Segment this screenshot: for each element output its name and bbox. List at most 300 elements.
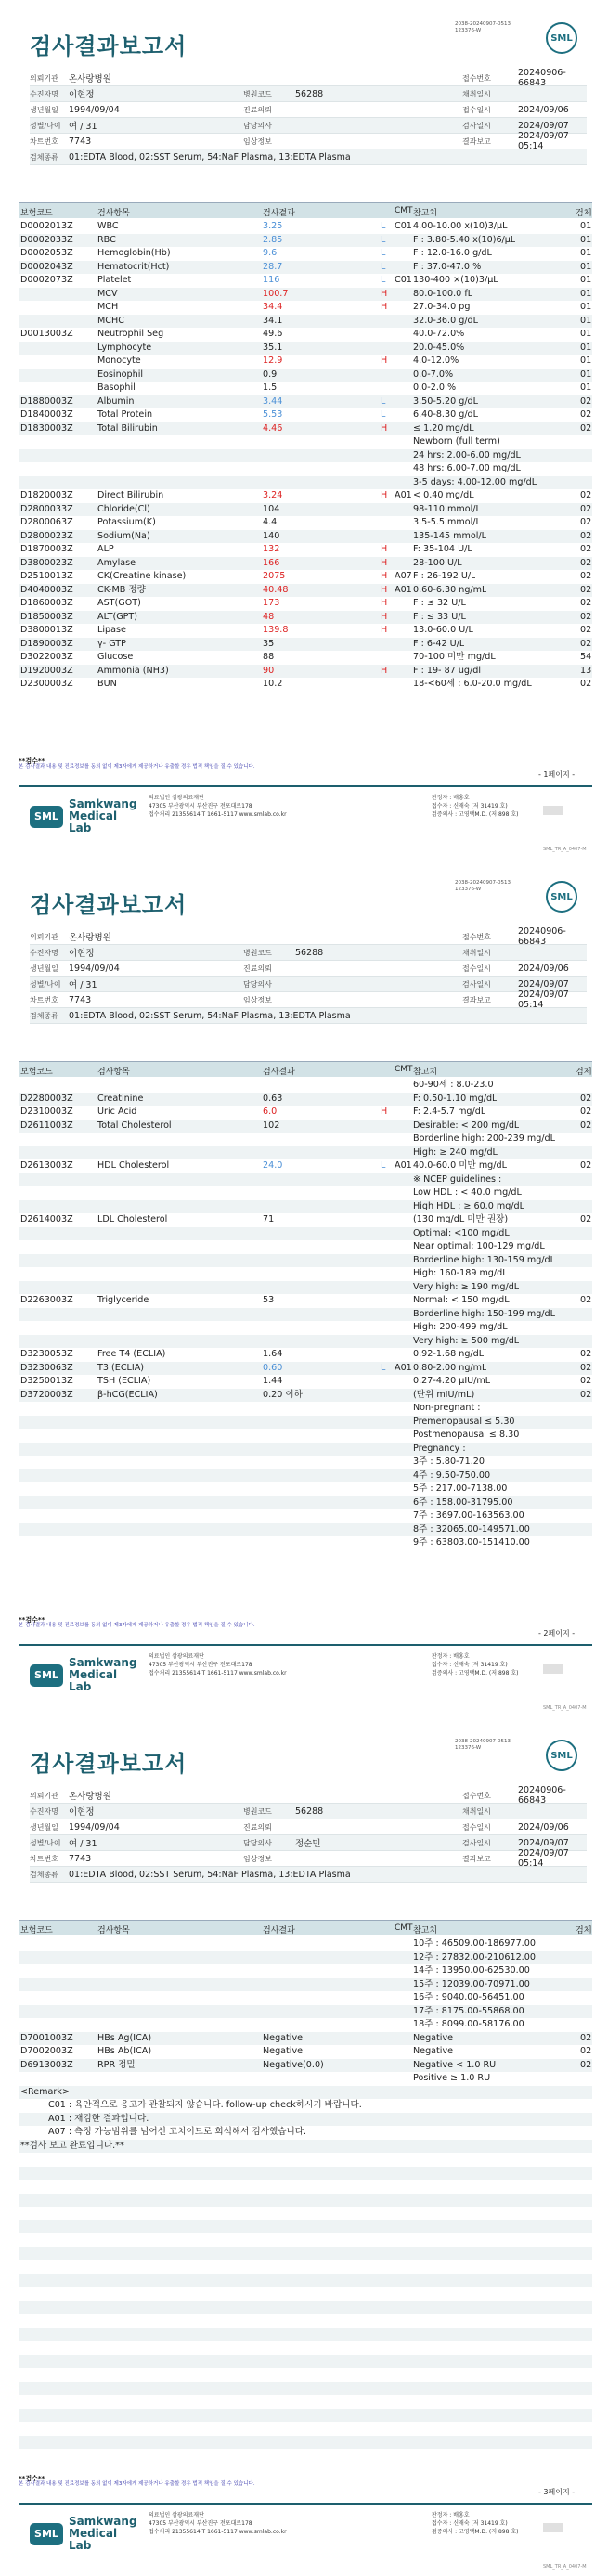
test-name: HBs Ab(ICA) bbox=[97, 2046, 152, 2056]
test-name: Total Cholesterol bbox=[97, 1120, 172, 1131]
sml-logo: SML bbox=[546, 881, 577, 913]
reference-range: 6.40-8.30 g/dL bbox=[413, 409, 478, 420]
info-label: 검사일시 bbox=[462, 121, 491, 130]
abnormal-flag: H bbox=[381, 625, 388, 635]
reference-range: 0.27-4.20 µIU/mL bbox=[413, 1376, 491, 1386]
result-row bbox=[19, 1133, 592, 1146]
reference-range: 3.5-5.5 mmol/L bbox=[413, 517, 481, 527]
specimen-code: 02 bbox=[580, 2059, 592, 2070]
reference-range: F : 19- 87 ug/dl bbox=[413, 665, 481, 676]
specimen-code: 02 bbox=[580, 517, 592, 527]
column-header-item: 검사항목 bbox=[97, 209, 130, 218]
reference-range: Borderline high: 130-159 mg/dL bbox=[413, 1254, 555, 1265]
info-value: 2024/09/07 05:14 bbox=[518, 990, 569, 1010]
result-row bbox=[19, 462, 592, 476]
reference-range: Pregnancy : bbox=[413, 1443, 466, 1454]
reference-range: Postmenopausal ≤ 8.30 bbox=[413, 1430, 520, 1440]
patient-info-row bbox=[30, 992, 587, 1008]
patient-info-row bbox=[30, 131, 587, 151]
test-name: Total Bilirubin bbox=[97, 422, 158, 434]
test-name: Free T4 (ECLIA) bbox=[97, 1349, 166, 1359]
form-code: SML_TR_A_0407-M bbox=[543, 847, 587, 852]
patient-info-row bbox=[30, 977, 587, 992]
patient-info-row bbox=[30, 961, 587, 977]
test-name: Hematocrit(Hct) bbox=[97, 261, 170, 272]
column-header-sp: 검체 bbox=[576, 1068, 592, 1077]
signature-line: 판정자 : 배홍호 bbox=[432, 1653, 470, 1660]
barcode-number: 2038-20240907-0513 123376-W bbox=[455, 21, 511, 33]
reference-range: 28-100 U/L bbox=[413, 557, 462, 568]
test-name: MCV bbox=[97, 288, 118, 299]
result-row bbox=[19, 342, 592, 356]
insurance-code: D7002003Z bbox=[20, 2046, 73, 2056]
result-row bbox=[19, 1389, 592, 1403]
test-result: 5.53 bbox=[263, 409, 283, 420]
result-row bbox=[19, 1335, 592, 1349]
specimen-code: 02 bbox=[580, 584, 592, 595]
result-row bbox=[19, 1079, 592, 1093]
info-value: 이현정 bbox=[69, 1807, 95, 1818]
specimen-code: 01 bbox=[580, 275, 592, 285]
test-result: 90 bbox=[263, 665, 275, 676]
reference-range: F : 3.80-5.40 x(10)6/µL bbox=[413, 234, 516, 245]
test-name: ALT(GPT) bbox=[97, 611, 138, 622]
page-number: - 3페이지 - bbox=[538, 2488, 576, 2496]
test-name: BUN bbox=[97, 679, 117, 689]
reference-range: 4주 : 9.50-750.00 bbox=[413, 1469, 491, 1481]
reference-range: Non-pregnant : bbox=[413, 1403, 481, 1413]
address-line: 접수처리 21355614 T 1661-5117 www.smlab.co.kr bbox=[149, 2529, 287, 2535]
abnormal-flag: H bbox=[381, 302, 388, 312]
result-row bbox=[19, 1267, 592, 1281]
result-row bbox=[19, 1429, 592, 1443]
column-header-sp: 검체 bbox=[576, 1926, 592, 1935]
info-label: 접수일시 bbox=[462, 105, 491, 114]
signature-stamp bbox=[543, 1664, 563, 1674]
specimen-code: 01 bbox=[580, 356, 592, 366]
reference-range: 3-5 days: 4.00-12.00 mg/dL bbox=[413, 476, 537, 487]
test-name: TSH (ECLIA) bbox=[97, 1376, 151, 1386]
test-result: 116 bbox=[263, 275, 280, 285]
result-row bbox=[19, 597, 592, 611]
info-value: 56288 bbox=[295, 1806, 324, 1817]
test-result: 2.85 bbox=[263, 234, 283, 245]
remark-text: A07 : 측정 가능범위를 넘어선 고치이므로 희석해서 검사했습니다. bbox=[48, 2127, 307, 2137]
reference-range: 9주 : 63803.00-151410.00 bbox=[413, 1537, 530, 1547]
info-value: 2024/09/06 bbox=[518, 104, 569, 115]
reference-range: 12주 : 27832.00-210612.00 bbox=[413, 1951, 536, 1962]
specimen-code: 02 bbox=[580, 638, 592, 649]
report-page bbox=[0, 0, 608, 859]
insurance-code: D3800023Z bbox=[20, 557, 73, 568]
empty-row bbox=[19, 2194, 592, 2207]
test-result: 28.7 bbox=[263, 261, 283, 272]
barcode-number: 2038-20240907-0513 123376-W bbox=[455, 880, 511, 892]
specimen-code: 02 bbox=[580, 1120, 592, 1131]
info-label: 수진자명 bbox=[30, 89, 58, 98]
result-row bbox=[19, 1120, 592, 1133]
abnormal-flag: H bbox=[381, 288, 388, 299]
insurance-code: D2611003Z bbox=[20, 1120, 73, 1131]
reference-range: ※ NCEP guidelines : bbox=[413, 1173, 502, 1184]
reference-range: F : 6-42 U/L bbox=[413, 638, 465, 649]
specimen-code: 01 bbox=[580, 315, 592, 326]
insurance-code: D3250013Z bbox=[20, 1376, 73, 1386]
test-result: 0.63 bbox=[263, 1093, 283, 1104]
specimen-code: 02 bbox=[580, 2032, 592, 2043]
reference-range: Positive ≥ 1.0 RU bbox=[413, 2073, 491, 2083]
abnormal-flag: H bbox=[381, 611, 388, 622]
empty-row bbox=[19, 2260, 592, 2274]
abnormal-flag: L bbox=[381, 1362, 386, 1373]
patient-info-row bbox=[30, 926, 587, 947]
signature-line: 검증의사 : 고영택M.D. (저 898 호) bbox=[432, 2529, 519, 2535]
page-number: - 1페이지 - bbox=[538, 770, 576, 779]
result-row bbox=[19, 1482, 592, 1496]
report-title: 검사결과보고서 bbox=[30, 892, 188, 918]
reference-range: 3주 : 5.80-71.20 bbox=[413, 1456, 485, 1467]
column-header-code: 보험코드 bbox=[20, 1068, 53, 1077]
result-row bbox=[19, 1240, 592, 1254]
test-name: LDL Cholesterol bbox=[97, 1214, 168, 1224]
abnormal-flag: H bbox=[381, 584, 388, 595]
test-name: Ammonia (NH3) bbox=[97, 665, 169, 676]
info-value: 2024/09/07 bbox=[518, 1837, 569, 1848]
info-value: 온사랑병원 bbox=[69, 1792, 111, 1802]
reference-range: 4.0-12.0% bbox=[413, 356, 459, 366]
test-name: CK-MB 정량 bbox=[97, 584, 146, 595]
result-row bbox=[19, 489, 592, 503]
result-row bbox=[19, 2018, 592, 2032]
reference-range: Very high: ≥ 190 mg/dL bbox=[413, 1281, 520, 1292]
column-header-result: 검사결과 bbox=[263, 209, 295, 218]
specimen-code: 02 bbox=[580, 557, 592, 568]
abnormal-flag: H bbox=[381, 422, 388, 434]
test-name: Triglyceride bbox=[97, 1295, 149, 1305]
test-result: 35.1 bbox=[263, 342, 283, 353]
insurance-code: D1820003Z bbox=[20, 490, 73, 500]
test-name: Potassium(K) bbox=[97, 517, 156, 527]
test-name: Total Protein bbox=[97, 409, 153, 420]
info-value: 2024/09/06 bbox=[518, 963, 569, 974]
empty-row bbox=[19, 2207, 592, 2220]
specimen-code: 02 bbox=[580, 679, 592, 689]
reference-range: 13.0-60.0 U/L bbox=[413, 625, 473, 635]
insurance-code: D1830003Z bbox=[20, 422, 73, 434]
info-label: 의뢰기관 bbox=[30, 932, 58, 941]
result-row bbox=[19, 624, 592, 638]
specimen-code: 02 bbox=[580, 625, 592, 635]
patient-info-header bbox=[30, 926, 587, 1024]
reference-range: 8주 : 32065.00-149571.00 bbox=[413, 1523, 530, 1534]
test-result: 48 bbox=[263, 611, 275, 622]
reference-range: (단위 mIU/mL) bbox=[413, 1389, 475, 1400]
reference-range: 40.0-60.0 미만 mg/dL bbox=[413, 1160, 507, 1171]
test-result: 3.44 bbox=[263, 395, 283, 407]
empty-row bbox=[19, 2341, 592, 2355]
empty-row bbox=[19, 2314, 592, 2328]
specimen-code: 01 bbox=[580, 369, 592, 380]
test-result: 3.24 bbox=[263, 490, 283, 500]
test-result: 34.1 bbox=[263, 315, 283, 326]
test-result: 4.46 bbox=[263, 422, 283, 434]
test-name: β-hCG(ECLIA) bbox=[97, 1389, 158, 1400]
footer-signatures bbox=[432, 794, 543, 819]
result-row bbox=[19, 449, 592, 463]
result-row bbox=[19, 570, 592, 584]
remark-text: A01 : 재검한 결과입니다. bbox=[48, 2113, 149, 2124]
info-label: 병원코드 bbox=[243, 89, 272, 98]
test-result: 6.0 bbox=[263, 1107, 278, 1117]
result-row bbox=[19, 1402, 592, 1416]
comment-code: A01 bbox=[395, 584, 412, 595]
specimen-code: 01 bbox=[580, 342, 592, 353]
results-table-header bbox=[19, 202, 592, 218]
test-result: 139.8 bbox=[263, 625, 289, 635]
reference-range: Newborn (full term) bbox=[413, 436, 500, 447]
report-notice bbox=[19, 2476, 592, 2487]
signature-line: 검증의사 : 고영택M.D. (저 898 호) bbox=[432, 811, 519, 818]
column-header-code: 보험코드 bbox=[20, 1926, 53, 1935]
reference-range: 20.0-45.0% bbox=[413, 342, 465, 353]
empty-row bbox=[19, 2395, 592, 2409]
column-header-ref: 참고치 bbox=[413, 1068, 438, 1077]
specimen-code: 02 bbox=[580, 598, 592, 608]
address-line: 의료법인 삼광의료재단 bbox=[149, 1653, 204, 1660]
info-value: 1994/09/04 bbox=[69, 104, 120, 115]
result-row bbox=[19, 1308, 592, 1322]
test-name: AST(GOT) bbox=[97, 598, 141, 608]
reference-range: (130 mg/dL 미만 권장) bbox=[413, 1214, 509, 1224]
reference-range: 70-100 미만 mg/dL bbox=[413, 652, 496, 662]
remark-text: <Remark> bbox=[20, 2086, 70, 2097]
info-label: 성별/나이 bbox=[30, 121, 61, 130]
test-name: Sodium(Na) bbox=[97, 530, 150, 541]
reference-range: F : 12.0-16.0 g/dL bbox=[413, 248, 492, 258]
test-result: 71 bbox=[263, 1214, 275, 1224]
reference-range: Optimal: <100 mg/dL bbox=[413, 1227, 510, 1238]
info-value: 7743 bbox=[69, 994, 92, 1005]
abnormal-flag: L bbox=[381, 248, 386, 258]
specimen-code: 01 bbox=[580, 288, 592, 299]
reference-range: Negative < 1.0 RU bbox=[413, 2059, 497, 2070]
notice-text: 본 검사결과 내용 및 진료정보를 동의 없이 제3자에게 제공하거나 유출할 경우 법적 책임을 질 수 있습니다. bbox=[19, 2481, 255, 2487]
specimen-code: 02 bbox=[580, 1107, 592, 1117]
info-label: 검체종류 bbox=[30, 1011, 58, 1020]
form-code: SML_TR_A_0407-M bbox=[543, 1705, 587, 1711]
info-label: 결과보고 bbox=[462, 995, 491, 1004]
reference-range: High HDL : ≥ 60.0 mg/dL bbox=[413, 1200, 524, 1211]
result-row bbox=[19, 220, 592, 234]
info-value: 1994/09/04 bbox=[69, 963, 120, 974]
reference-range: 4.00-10.00 x(10)3/µL bbox=[413, 221, 508, 231]
info-value: 이현정 bbox=[69, 90, 95, 100]
results-table-header bbox=[19, 1920, 592, 1935]
test-result: 34.4 bbox=[263, 302, 283, 312]
column-header-cmt: CMT bbox=[395, 1923, 413, 1933]
insurance-code: D2800063Z bbox=[20, 517, 73, 527]
remark-line bbox=[19, 2086, 592, 2100]
test-result: 173 bbox=[263, 598, 280, 608]
test-name: Platelet bbox=[97, 275, 132, 285]
specimen-row bbox=[30, 149, 587, 165]
empty-row bbox=[19, 2180, 592, 2194]
notice-title: **검수** bbox=[19, 1616, 45, 1624]
test-name: Monocyte bbox=[97, 356, 141, 366]
reference-range: High: 160-189 mg/dL bbox=[413, 1268, 508, 1278]
column-header-result: 검사결과 bbox=[263, 1068, 295, 1077]
insurance-code: D3022003Z bbox=[20, 652, 73, 662]
info-label: 병원코드 bbox=[243, 948, 272, 957]
report-page bbox=[0, 859, 608, 1717]
test-name: CK(Creatine kinase) bbox=[97, 571, 187, 581]
insurance-code: D1850003Z bbox=[20, 611, 73, 622]
specimen-types: 01:EDTA Blood, 02:SST Serum, 54:NaF Plasma, 13:EDTA Plasma bbox=[69, 1869, 351, 1880]
footer-lab-name: Samkwang Medical Lab bbox=[69, 2515, 137, 2552]
insurance-code: D0002033Z bbox=[20, 234, 73, 245]
column-header-ref: 참고치 bbox=[413, 209, 438, 218]
reference-range: Normal: < 150 mg/dL bbox=[413, 1295, 510, 1305]
remark-line bbox=[19, 2113, 592, 2127]
insurance-code: D2613003Z bbox=[20, 1160, 73, 1171]
info-value: 이현정 bbox=[69, 949, 95, 959]
sml-logo: SML bbox=[546, 22, 577, 54]
reference-range: Negative bbox=[413, 2032, 454, 2043]
test-result: Negative bbox=[263, 2046, 304, 2056]
test-name: Lipase bbox=[97, 625, 126, 635]
comment-code: A07 bbox=[395, 571, 412, 581]
abnormal-flag: L bbox=[381, 395, 386, 407]
remark-section bbox=[19, 2086, 592, 2154]
specimen-code: 01 bbox=[580, 329, 592, 339]
abnormal-flag: H bbox=[381, 571, 388, 581]
reference-range: High: 200-499 mg/dL bbox=[413, 1322, 508, 1332]
result-row bbox=[19, 1294, 592, 1308]
reference-range: 98-110 mmol/L bbox=[413, 503, 481, 514]
reference-range: 15주 : 12039.00-70971.00 bbox=[413, 1978, 530, 1989]
reference-range: 17주 : 8175.00-55868.00 bbox=[413, 2005, 524, 2016]
test-name: Hemoglobin(Hb) bbox=[97, 248, 171, 258]
empty-row bbox=[19, 2382, 592, 2396]
empty-row bbox=[19, 2153, 592, 2167]
notice-text: 본 검사결과 내용 및 진료정보를 동의 없이 제3자에게 제공하거나 유출할 경우 법적 책임을 질 수 있습니다. bbox=[19, 1623, 255, 1628]
specimen-code: 02 bbox=[580, 1160, 592, 1171]
test-result: 24.0 bbox=[263, 1160, 283, 1171]
reference-range: F : 26-192 U/L bbox=[413, 571, 476, 581]
result-row bbox=[19, 1146, 592, 1160]
test-name: Basophil bbox=[97, 382, 136, 393]
abnormal-flag: H bbox=[381, 356, 388, 366]
result-row bbox=[19, 2059, 592, 2073]
signature-line: 접수자 : 신재숙 (저 31419 호) bbox=[432, 2520, 508, 2527]
report-page bbox=[0, 1717, 608, 2576]
test-result: 100.7 bbox=[263, 288, 289, 299]
reference-range: 3.50-5.20 g/dL bbox=[413, 395, 478, 407]
comment-code: C01 bbox=[395, 275, 412, 285]
abnormal-flag: H bbox=[381, 1107, 388, 1117]
patient-info-row bbox=[30, 68, 587, 88]
result-row bbox=[19, 1523, 592, 1537]
result-row bbox=[19, 1964, 592, 1978]
result-row bbox=[19, 1443, 592, 1456]
info-value: 56288 bbox=[295, 947, 324, 958]
test-name: Direct Bilirubin bbox=[97, 490, 164, 500]
insurance-code: D6913003Z bbox=[20, 2059, 73, 2070]
info-label: 생년월일 bbox=[30, 964, 58, 973]
test-name: Amylase bbox=[97, 557, 136, 568]
info-label: 차트번호 bbox=[30, 995, 58, 1004]
report-notice bbox=[19, 1617, 592, 1628]
remark-line bbox=[19, 2099, 592, 2113]
result-row bbox=[19, 2072, 592, 2086]
info-label: 담당의사 bbox=[243, 121, 272, 130]
signature-line: 접수자 : 신재숙 (저 31419 호) bbox=[432, 803, 508, 809]
result-row bbox=[19, 1509, 592, 1523]
result-row bbox=[19, 516, 592, 530]
reference-range: 32.0-36.0 g/dL bbox=[413, 315, 478, 326]
signature-stamp bbox=[543, 2523, 563, 2532]
address-line: 접수처리 21355614 T 1661-5117 www.smlab.co.kr bbox=[149, 1670, 287, 1676]
insurance-code: D0002043Z bbox=[20, 261, 73, 272]
column-header-sp: 검체 bbox=[576, 209, 592, 218]
signature-line: 판정자 : 배홍호 bbox=[432, 795, 470, 801]
info-value: 2024/09/07 bbox=[518, 978, 569, 990]
address-line: 47305 부산광역시 부산진구 전포대로178 bbox=[149, 1662, 252, 1668]
abnormal-flag: L bbox=[381, 221, 386, 231]
reference-range: F : ≤ 33 U/L bbox=[413, 611, 466, 622]
empty-row bbox=[19, 2436, 592, 2450]
result-row bbox=[19, 1416, 592, 1430]
result-row bbox=[19, 435, 592, 449]
reference-range: 14주 : 13950.00-62530.00 bbox=[413, 1965, 530, 1975]
abnormal-flag: L bbox=[381, 409, 386, 420]
patient-info-row bbox=[30, 86, 587, 102]
abnormal-flag: H bbox=[381, 598, 388, 608]
column-header-code: 보험코드 bbox=[20, 209, 53, 218]
test-name: ALP bbox=[97, 544, 114, 554]
test-result: 132 bbox=[263, 544, 280, 554]
insurance-code: D4040003Z bbox=[20, 584, 73, 595]
reference-range: 135-145 mmol/L bbox=[413, 530, 486, 541]
result-row bbox=[19, 1937, 592, 1951]
footer-lab-name: Samkwang Medical Lab bbox=[69, 797, 137, 835]
patient-info-row bbox=[30, 102, 587, 118]
info-label: 담당의사 bbox=[243, 979, 272, 989]
column-header-cmt: CMT bbox=[395, 206, 413, 215]
reference-range: Desirable: < 200 mg/dL bbox=[413, 1120, 520, 1131]
specimen-code: 02 bbox=[580, 395, 592, 407]
column-header-ref: 참고치 bbox=[413, 1926, 438, 1935]
barcode-number: 2038-20240907-0513 123376-W bbox=[455, 1739, 511, 1751]
test-result: 35 bbox=[263, 638, 275, 649]
patient-info-row bbox=[30, 1835, 587, 1851]
info-value: 56288 bbox=[295, 88, 324, 99]
info-label: 임상정보 bbox=[243, 1854, 272, 1863]
test-result: 88 bbox=[263, 652, 275, 662]
notice-title: **검수** bbox=[19, 757, 45, 765]
test-result: 104 bbox=[263, 503, 280, 514]
result-row bbox=[19, 611, 592, 625]
info-label: 생년월일 bbox=[30, 105, 58, 114]
empty-row bbox=[19, 2355, 592, 2369]
test-result: 49.6 bbox=[263, 329, 283, 339]
reference-range: High: ≥ 240 mg/dL bbox=[413, 1146, 498, 1158]
info-value: 7743 bbox=[69, 1853, 92, 1864]
reference-range: Low HDL : < 40.0 mg/dL bbox=[413, 1187, 522, 1197]
test-name: Uric Acid bbox=[97, 1107, 137, 1117]
result-row bbox=[19, 665, 592, 679]
column-header-result: 검사결과 bbox=[263, 1926, 295, 1935]
